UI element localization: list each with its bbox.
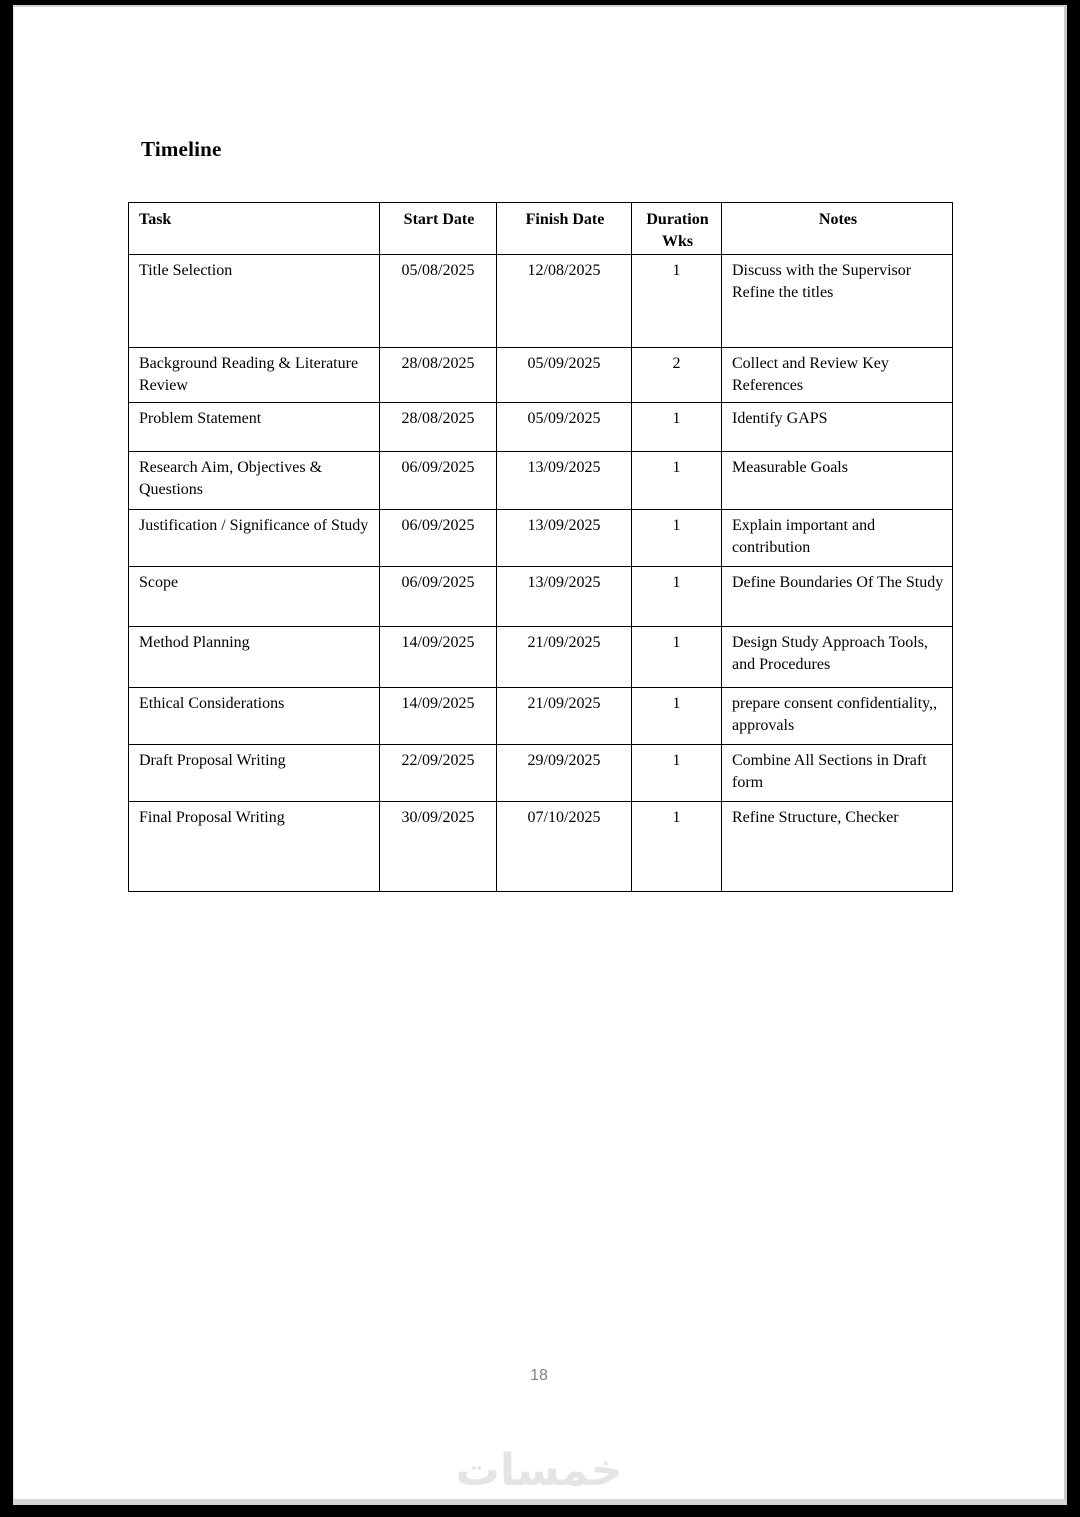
task-cell: Scope bbox=[129, 566, 380, 626]
start-date-cell: 28/08/2025 bbox=[380, 402, 497, 451]
task-cell: Ethical Considerations bbox=[129, 687, 380, 744]
col-header-task: Task bbox=[129, 203, 380, 255]
start-date-cell: 28/08/2025 bbox=[380, 347, 497, 402]
start-date-cell: 22/09/2025 bbox=[380, 744, 497, 801]
table-row bbox=[129, 347, 953, 402]
notes-cell: Design Study Approach Tools, and Procedures bbox=[722, 626, 953, 687]
task-cell: Title Selection bbox=[129, 254, 380, 347]
finish-date-cell: 13/09/2025 bbox=[497, 509, 632, 566]
table-header-row bbox=[129, 203, 953, 255]
timeline-table bbox=[128, 202, 953, 892]
page-number: 18 bbox=[530, 1367, 548, 1384]
col-header-finish-date: Finish Date bbox=[497, 203, 632, 255]
finish-date-cell: 12/08/2025 bbox=[497, 254, 632, 347]
notes-cell: Identify GAPS bbox=[722, 402, 953, 451]
khamsat-watermark: خمسات bbox=[455, 1445, 623, 1496]
start-date-cell: 06/09/2025 bbox=[380, 566, 497, 626]
table-row bbox=[129, 801, 953, 891]
start-date-cell: 14/09/2025 bbox=[380, 626, 497, 687]
start-date-cell: 06/09/2025 bbox=[380, 451, 497, 509]
notes-cell: Measurable Goals bbox=[722, 451, 953, 509]
table-row bbox=[129, 254, 953, 347]
finish-date-cell: 21/09/2025 bbox=[497, 626, 632, 687]
finish-date-cell: 05/09/2025 bbox=[497, 402, 632, 451]
notes-cell: Define Boundaries Of The Study bbox=[722, 566, 953, 626]
start-date-cell: 14/09/2025 bbox=[380, 687, 497, 744]
table-row bbox=[129, 451, 953, 509]
duration-cell: 1 bbox=[632, 509, 722, 566]
task-cell: Draft Proposal Writing bbox=[129, 744, 380, 801]
finish-date-cell: 21/09/2025 bbox=[497, 687, 632, 744]
finish-date-cell: 29/09/2025 bbox=[497, 744, 632, 801]
task-cell: Research Aim, Objectives & Questions bbox=[129, 451, 380, 509]
finish-date-cell: 05/09/2025 bbox=[497, 347, 632, 402]
start-date-cell: 05/08/2025 bbox=[380, 254, 497, 347]
notes-cell: Collect and Review Key References bbox=[722, 347, 953, 402]
table-row bbox=[129, 626, 953, 687]
task-cell: Final Proposal Writing bbox=[129, 801, 380, 891]
duration-cell: 1 bbox=[632, 402, 722, 451]
table-row bbox=[129, 509, 953, 566]
duration-cell: 1 bbox=[632, 254, 722, 347]
start-date-cell: 30/09/2025 bbox=[380, 801, 497, 891]
table-row bbox=[129, 402, 953, 451]
finish-date-cell: 13/09/2025 bbox=[497, 566, 632, 626]
finish-date-cell: 13/09/2025 bbox=[497, 451, 632, 509]
notes-cell: Refine Structure, Checker bbox=[722, 801, 953, 891]
document-page bbox=[13, 5, 1067, 1505]
duration-cell: 1 bbox=[632, 566, 722, 626]
duration-cell: 1 bbox=[632, 744, 722, 801]
start-date-cell: 06/09/2025 bbox=[380, 509, 497, 566]
table-row bbox=[129, 687, 953, 744]
notes-cell: prepare consent confidentiality,, approvals bbox=[722, 687, 953, 744]
col-header-notes: Notes bbox=[722, 203, 953, 255]
duration-cell: 1 bbox=[632, 451, 722, 509]
notes-cell: Explain important and contribution bbox=[722, 509, 953, 566]
task-cell: Justification / Significance of Study bbox=[129, 509, 380, 566]
duration-cell: 1 bbox=[632, 801, 722, 891]
duration-cell: 1 bbox=[632, 626, 722, 687]
page-title: Timeline bbox=[141, 137, 222, 161]
table-row bbox=[129, 744, 953, 801]
col-header-start-date: Start Date bbox=[380, 203, 497, 255]
duration-cell: 1 bbox=[632, 687, 722, 744]
col-header-duration-wks: Duration Wks bbox=[632, 203, 722, 255]
task-cell: Problem Statement bbox=[129, 402, 380, 451]
task-cell: Method Planning bbox=[129, 626, 380, 687]
notes-cell: Combine All Sections in Draft form bbox=[722, 744, 953, 801]
task-cell: Background Reading & Literature Review bbox=[129, 347, 380, 402]
table-row bbox=[129, 566, 953, 626]
finish-date-cell: 07/10/2025 bbox=[497, 801, 632, 891]
notes-cell: Discuss with the Supervisor Refine the titles bbox=[722, 254, 953, 347]
duration-cell: 2 bbox=[632, 347, 722, 402]
